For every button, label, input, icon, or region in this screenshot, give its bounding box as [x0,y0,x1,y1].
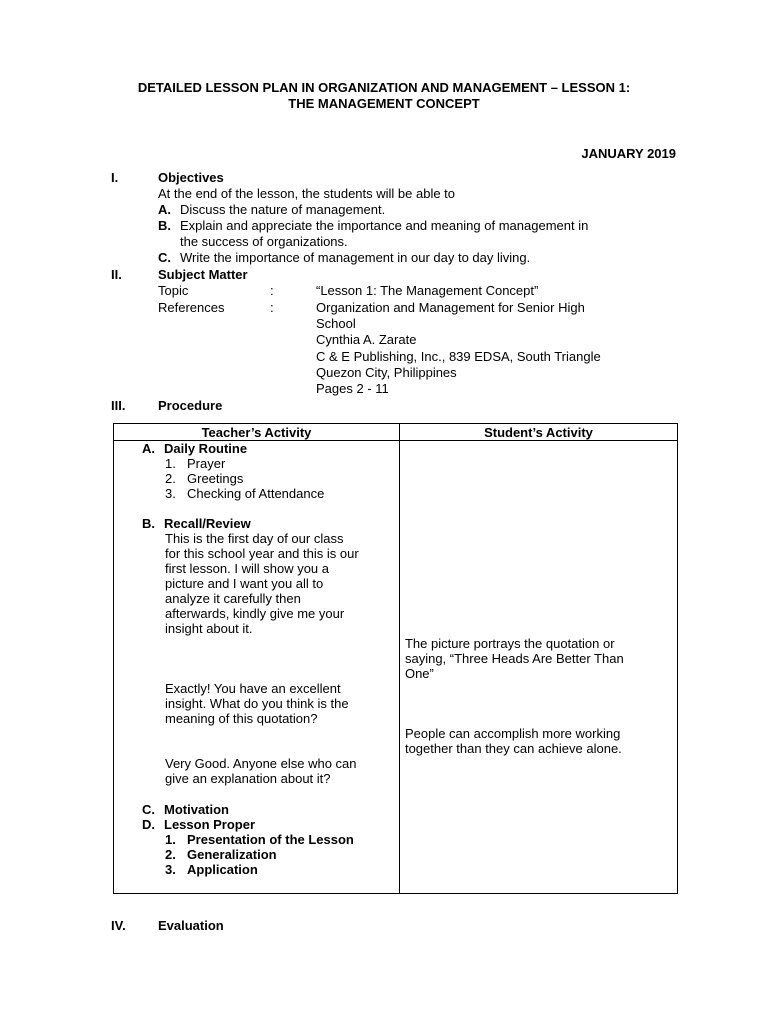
lesson-proper-heading [142,817,255,832]
topic-label: Topic [158,283,189,298]
list-item-text: Presentation of the Lesson [187,832,354,847]
recall-text-line: afterwards, kindly give me your [165,606,345,621]
list-item-number: 3. [165,486,176,501]
column-header-student: Student’s Activity [399,424,677,441]
objective-item-b [158,218,588,234]
daily-routine-letter: A. [142,441,155,456]
motivation-letter: C. [142,802,155,817]
objectives-intro: At the end of the lesson, the students will be able to [158,186,456,201]
recall-review-heading [142,516,251,531]
list-item-number: 2. [165,847,176,862]
reference-line: Pages 2 - 11 [316,381,389,396]
reference-line: School [316,316,356,331]
student-answer-line: saying, “Three Heads Are Better Than [404,651,624,666]
section-numeral-subject-matter: II. [111,267,122,282]
recall-letter: B. [142,516,155,531]
list-item [165,862,258,877]
student-answer-line: The picture portrays the quotation or [404,636,615,651]
topic-colon: : [270,283,274,298]
section-heading-subject-matter: Subject Matter [158,267,248,282]
recall-text-line: first lesson. I will show you a [165,561,330,576]
recall-text-line: analyze it carefully then [165,591,301,606]
list-item-text: Greetings [187,471,244,486]
student-answer-line: One” [404,666,434,681]
section-numeral-procedure: III. [111,398,126,413]
list-item-number: 3. [165,862,176,877]
list-item-number: 2. [165,471,176,486]
section-numeral-evaluation: IV. [111,918,126,933]
topic-value: “Lesson 1: The Management Concept” [316,283,539,298]
teacher-activity-cell [114,441,400,894]
objective-letter: C. [158,250,171,265]
list-item [165,847,277,862]
daily-routine-heading [142,441,247,456]
section-numeral-objectives: I. [111,170,119,185]
teacher-followup-line: Exactly! You have an excellent [165,681,341,696]
objective-item-b-continued: the success of organizations. [180,234,348,249]
reference-line: Quezon City, Philippines [316,365,457,380]
daily-routine-title: Daily Routine [164,441,248,456]
reference-line: C & E Publishing, Inc., 839 EDSA, South Triangle [316,349,601,364]
list-item [165,456,225,471]
recall-text-line: This is the first day of our class [165,531,344,546]
list-item [165,486,324,501]
document-title-line-1: DETAILED LESSON PLAN IN ORGANIZATION AND MANAGEMENT – LESSON 1: [137,80,631,95]
list-item-text: Prayer [187,456,226,471]
reference-line: Cynthia A. Zarate [316,332,417,347]
teacher-followup-line: meaning of this quotation? [165,711,318,726]
list-item-text: Generalization [187,847,277,862]
reference-line: Organization and Management for Senior High [316,300,585,315]
student-answer-line: People can accomplish more working [404,726,621,741]
column-header-teacher: Teacher’s Activity [114,424,400,441]
procedure-table [113,423,678,894]
objective-item-a [158,202,385,218]
objective-text: Write the importance of management in our day to day living. [180,250,531,265]
student-activity-cell [399,441,677,894]
section-heading-procedure: Procedure [158,398,223,413]
motivation-title: Motivation [164,802,229,817]
list-item-text: Application [187,862,258,877]
objective-letter: B. [158,218,171,233]
motivation-heading [142,802,229,817]
document-title-line-2: THE MANAGEMENT CONCEPT [288,96,480,111]
recall-title: Recall/Review [164,516,251,531]
lesson-proper-letter: D. [142,817,155,832]
procedure-table-row [114,441,678,894]
list-item-text: Checking of Attendance [187,486,325,501]
section-heading-evaluation: Evaluation [158,918,224,933]
list-item [165,832,354,847]
recall-text-line: picture and I want you all to [165,576,324,591]
section-heading-objectives: Objectives [158,170,224,185]
objective-item-c [158,250,530,266]
teacher-followup-line: insight. What do you think is the [165,696,349,711]
objective-text: Discuss the nature of management. [180,202,386,217]
list-item [165,471,243,486]
list-item-number: 1. [165,456,176,471]
list-item-number: 1. [165,832,176,847]
teacher-followup-line: Very Good. Anyone else who can [165,756,357,771]
recall-text-line: for this school year and this is our [165,546,359,561]
lesson-proper-title: Lesson Proper [164,817,256,832]
references-colon: : [270,300,274,315]
recall-text-line: insight about it. [165,621,253,636]
references-label: References [158,300,225,315]
objective-text: Explain and appreciate the importance and meaning of management in [180,218,589,233]
objective-letter: A. [158,202,171,217]
student-answer-line: together than they can achieve alone. [404,741,622,756]
document-date: JANUARY 2019 [581,146,676,161]
procedure-table-header-row [114,424,678,441]
teacher-followup-line: give an explanation about it? [165,771,331,786]
